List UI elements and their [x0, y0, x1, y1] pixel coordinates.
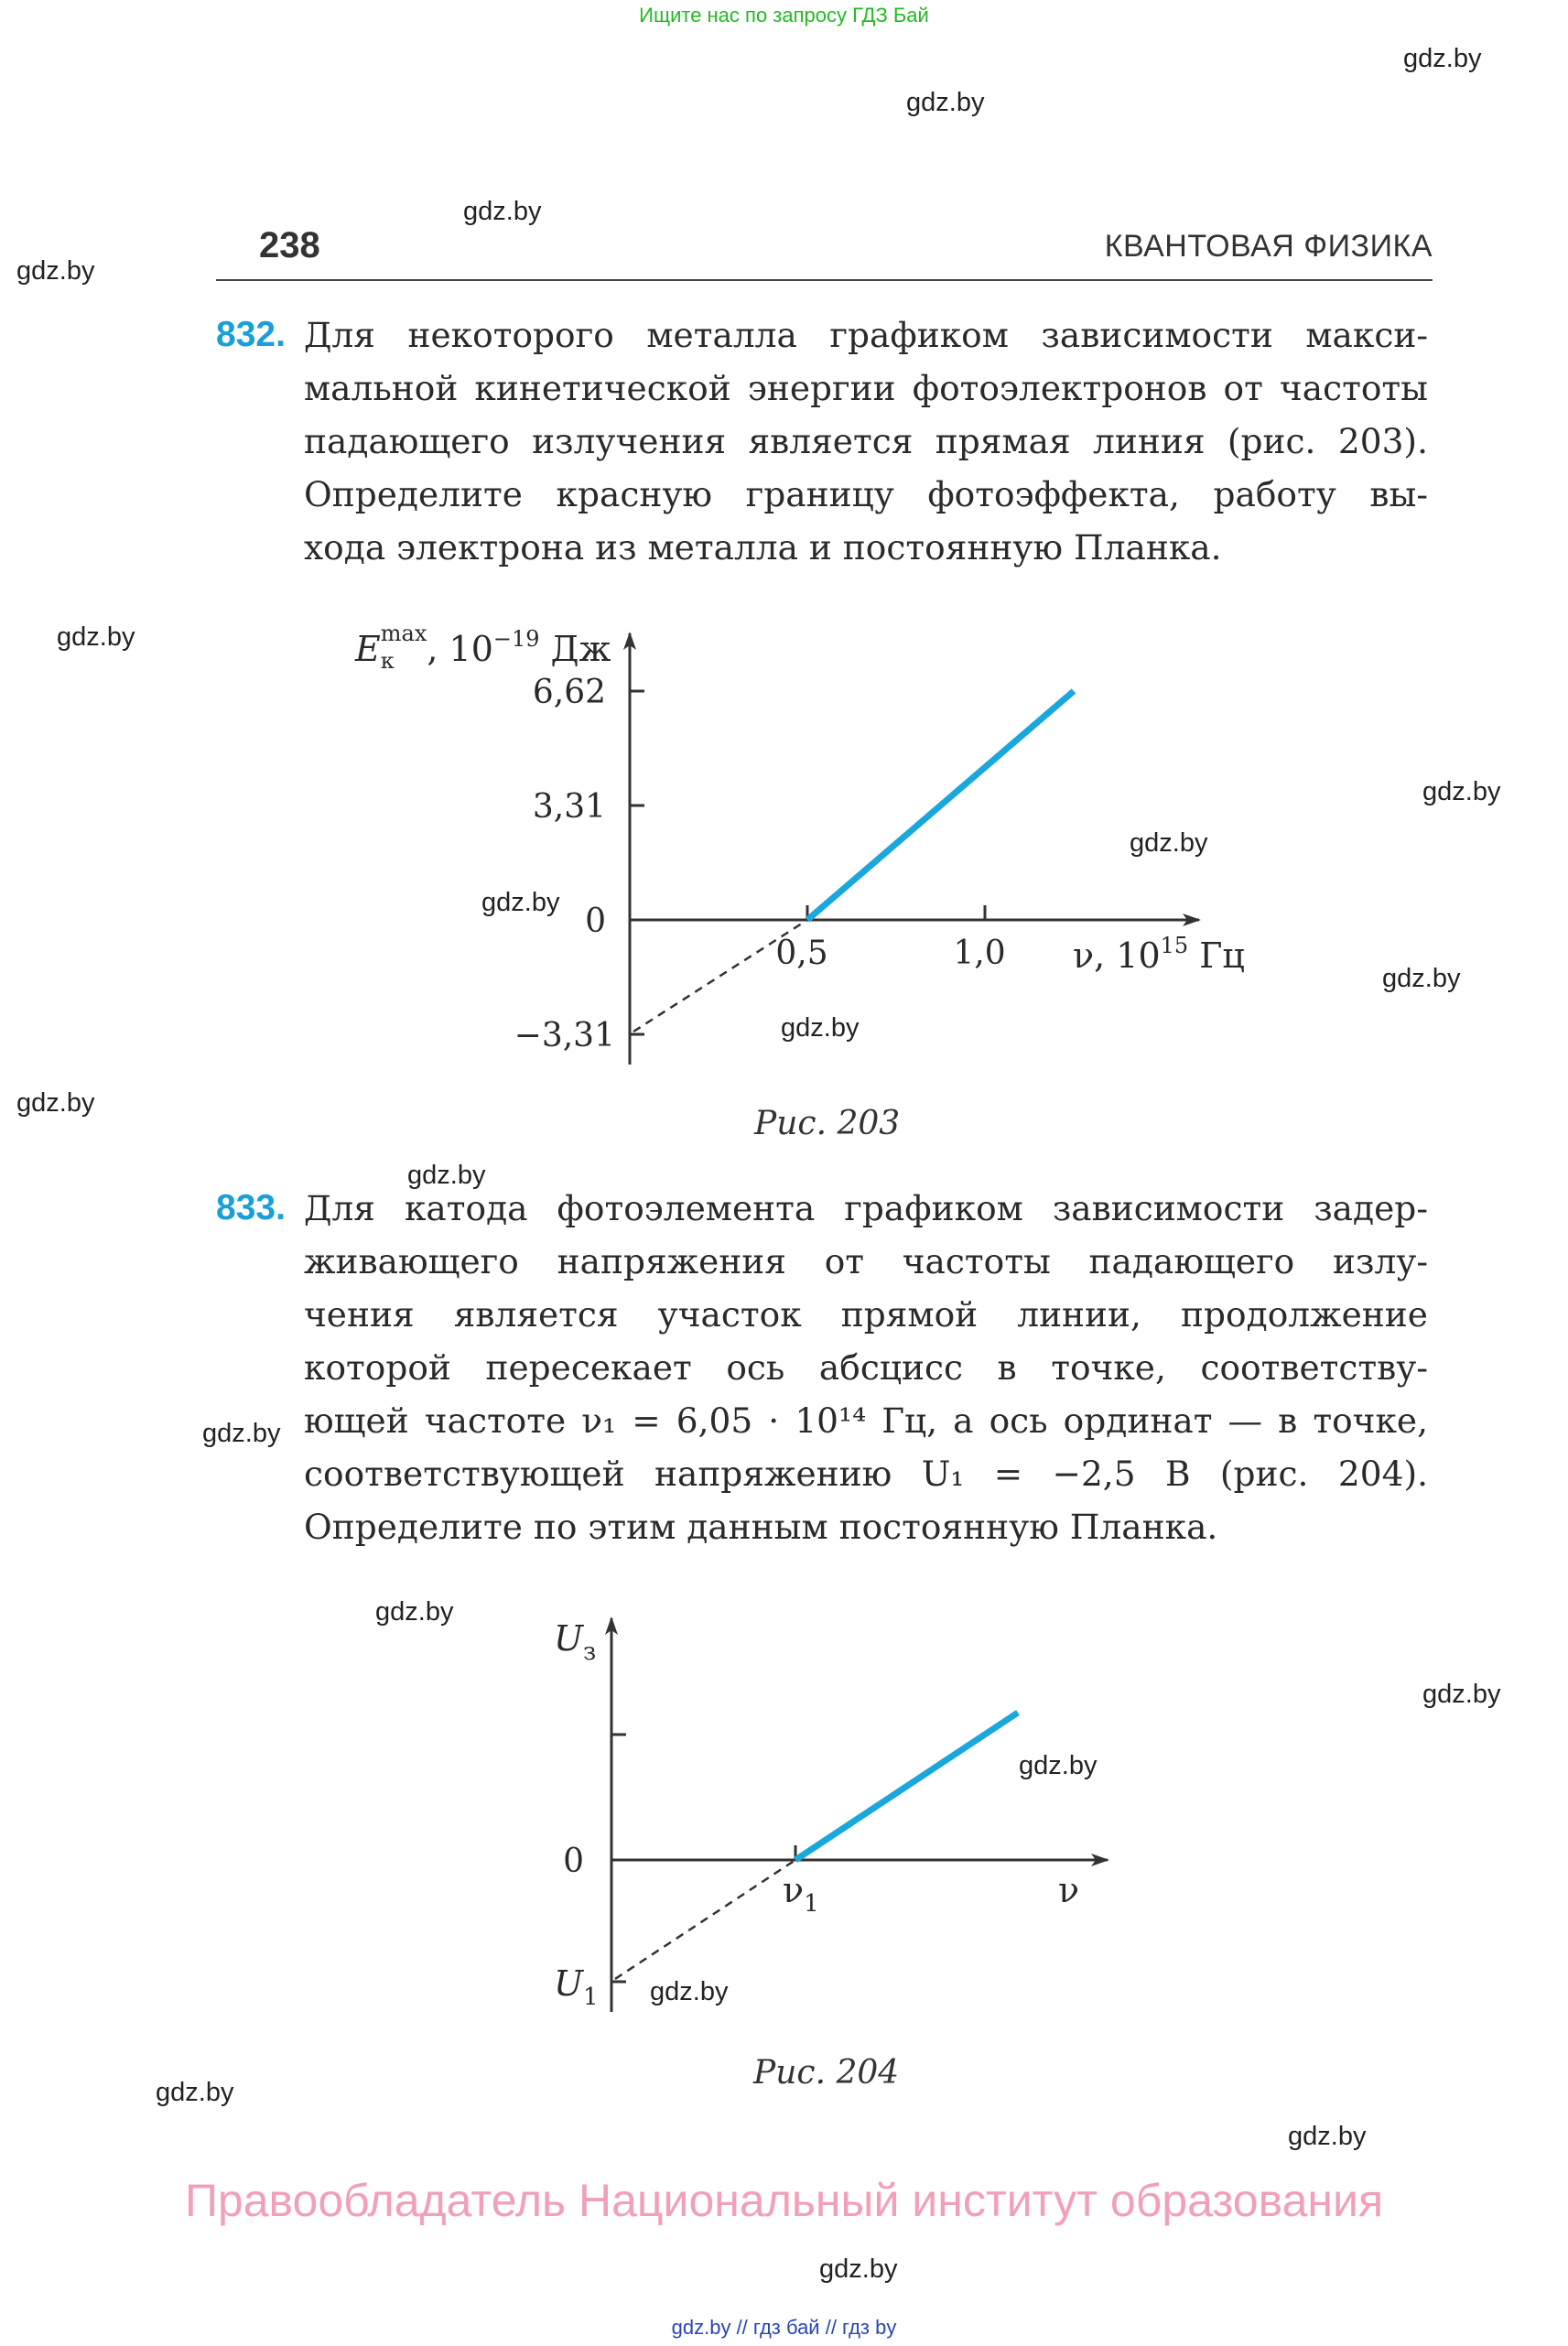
- x-tick-label: 1,0: [953, 935, 1006, 972]
- x-axis-label: ν: [1058, 1870, 1080, 1910]
- watermark: gdz.by: [1288, 2122, 1367, 2151]
- x-tick-label: 0,5: [775, 935, 828, 972]
- watermark: gdz.by: [202, 1419, 281, 1448]
- x-axis-label: ν, $10^{15}$ Гц: [1073, 933, 1245, 976]
- problem-833-line: соответствующей напряжению U₁ = −2,5 В (рис. 204).: [304, 1454, 1428, 1494]
- problem-832-line: падающего излучения является прямая линия (рис. 203).: [304, 421, 1428, 461]
- header-divider: [216, 279, 1433, 281]
- problem-833-line: Для катода фотоэлемента графиком зависимости задер-: [304, 1188, 1428, 1228]
- problem-833-line: ющей частоте ν₁ = 6,05 · 10¹⁴ Гц, а ось ординат — в точке,: [304, 1400, 1428, 1441]
- section-title: КВАНТОВАЯ ФИЗИКА: [1104, 229, 1433, 264]
- top-banner[interactable]: Ищите нас по запросу ГДЗ Бай: [639, 4, 929, 27]
- figure-204-chart: [531, 1593, 1135, 2032]
- x-tick-marks: [807, 905, 985, 920]
- watermark: gdz.by: [156, 2078, 234, 2107]
- rights-holder-notice: Правообладатель Национальный институт образования: [184, 2175, 1384, 2226]
- watermark: gdz.by: [906, 88, 985, 117]
- figure-203-chart: [330, 611, 1281, 1087]
- figure-203-caption: Рис. 203: [754, 1105, 901, 1142]
- y-axis-label: $E_к\max$, $10^{-19}$ Дж: [355, 621, 611, 674]
- watermark: gdz.by: [463, 197, 542, 226]
- figure-204-caption: Рис. 204: [753, 2054, 900, 2092]
- watermark: gdz.by: [1403, 44, 1482, 73]
- watermark: gdz.by: [16, 1088, 95, 1118]
- watermark: gdz.by: [1422, 1680, 1501, 1709]
- watermark: gdz.by: [57, 622, 135, 652]
- watermark: gdz.by: [1019, 1751, 1098, 1780]
- watermark: gdz.by: [1130, 828, 1208, 858]
- problem-832-line: Для некоторого металла графиком зависимости макси-: [304, 315, 1428, 355]
- x-tick-label: $\nu_1$: [783, 1870, 819, 1918]
- problem-833-line: чения является участок прямой линии, продолжение: [304, 1294, 1428, 1335]
- y-tick-label: 0: [563, 1843, 584, 1880]
- y-tick-label: 0: [585, 903, 606, 940]
- y-tick-label: $U_1$: [554, 1963, 599, 2011]
- problem-number-832: 832.: [216, 315, 286, 354]
- watermark: gdz.by: [650, 1977, 729, 2006]
- problem-832-line: Определите красную границу фотоэффекта, работу вы-: [304, 474, 1428, 514]
- series-measured-line: [795, 1713, 1018, 1860]
- y-tick-label: 3,31: [532, 788, 606, 826]
- problem-832-line: мальной кинетической энергии фотоэлектронов от частоты: [304, 368, 1428, 408]
- problem-833-line: Определите по этим данным постоянную Планка.: [304, 1507, 1218, 1547]
- series-extrapolation-dashed-line: [615, 1860, 795, 1979]
- page-number: 238: [259, 225, 320, 265]
- watermark: gdz.by: [819, 2254, 898, 2284]
- watermark: gdz.by: [375, 1597, 454, 1627]
- problem-number-833: 833.: [216, 1188, 286, 1227]
- watermark: gdz.by: [16, 256, 95, 286]
- problem-832-line: хода электрона из металла и постоянную Планка.: [304, 527, 1222, 568]
- watermark: gdz.by: [1422, 777, 1501, 806]
- problem-833-line: которой пересекает ось абсцисс в точке, соответству-: [304, 1347, 1428, 1388]
- watermark: gdz.by: [781, 1013, 860, 1043]
- watermark: gdz.by: [407, 1161, 486, 1190]
- y-tick-marks: [630, 691, 644, 1034]
- watermark: gdz.by: [1382, 964, 1461, 993]
- problem-833-line: живающего напряжения от частоты падающего излу-: [304, 1241, 1428, 1281]
- footer-links[interactable]: gdz.by // гдз бай // гдз by: [671, 2316, 897, 2339]
- watermark: gdz.by: [481, 888, 560, 917]
- series-measured-line: [807, 691, 1074, 920]
- y-axis-label: $U_з$: [554, 1618, 597, 1666]
- y-tick-label: 6,62: [532, 674, 606, 711]
- y-tick-label: −3,31: [514, 1017, 615, 1054]
